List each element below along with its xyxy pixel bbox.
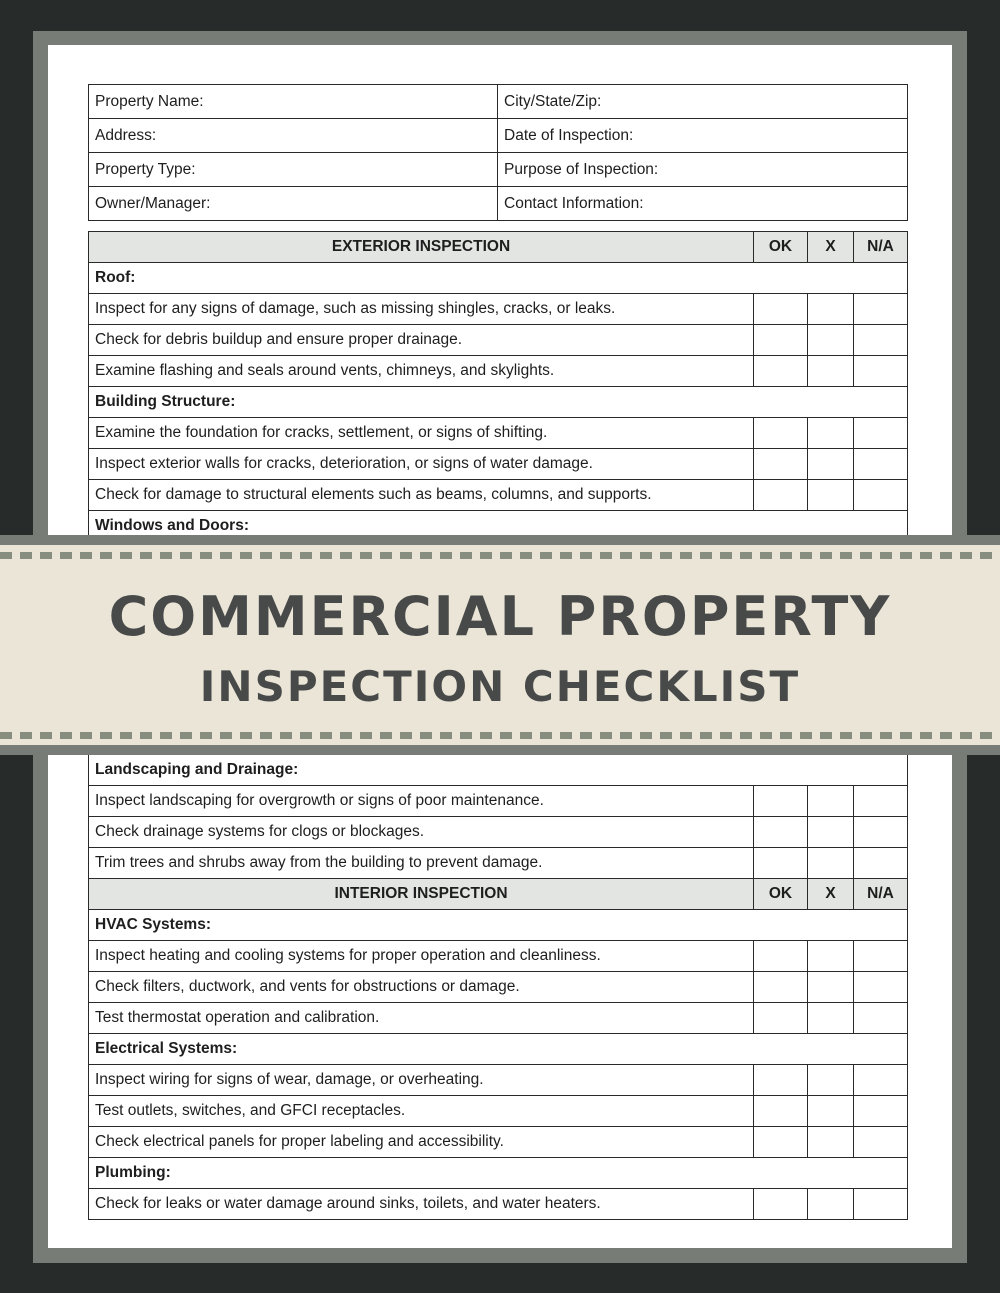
title-banner — [0, 535, 1000, 755]
x-checkbox[interactable] — [808, 1189, 854, 1220]
purpose-of-inspection-field[interactable]: Purpose of Inspection: — [498, 153, 908, 187]
ok-checkbox[interactable] — [754, 480, 808, 511]
checklist-row — [89, 1127, 908, 1158]
na-checkbox[interactable] — [854, 848, 908, 879]
checklist-row — [89, 972, 908, 1003]
na-checkbox[interactable] — [854, 941, 908, 972]
ok-checkbox[interactable] — [754, 941, 808, 972]
ok-checkbox[interactable] — [754, 1003, 808, 1034]
x-checkbox[interactable] — [808, 356, 854, 387]
x-checkbox[interactable] — [808, 1003, 854, 1034]
ok-checkbox[interactable] — [754, 418, 808, 449]
item-text: Inspect for any signs of damage, such as missing shingles, cracks, or leaks. — [89, 294, 754, 325]
checklist-row — [89, 786, 908, 817]
category-building-structure: Building Structure: — [89, 387, 908, 418]
x-checkbox[interactable] — [808, 1065, 854, 1096]
x-checkbox[interactable] — [808, 848, 854, 879]
checklist-row — [89, 1065, 908, 1096]
checklist-row — [89, 480, 908, 511]
category-electrical: Electrical Systems: — [89, 1034, 908, 1065]
checklist-row — [89, 1189, 908, 1220]
checklist-row — [89, 817, 908, 848]
checklist-row — [89, 356, 908, 387]
checklist-row — [89, 1096, 908, 1127]
na-checkbox[interactable] — [854, 1096, 908, 1127]
ok-checkbox[interactable] — [754, 294, 808, 325]
exterior-interior-table — [88, 755, 908, 1220]
banner-title-line1: COMMERCIAL PROPERTY — [108, 585, 892, 648]
na-checkbox[interactable] — [854, 1189, 908, 1220]
ok-checkbox[interactable] — [754, 1127, 808, 1158]
item-text: Inspect heating and cooling systems for proper operation and cleanliness. — [89, 941, 754, 972]
exterior-inspection-table — [88, 231, 908, 573]
item-text: Examine the foundation for cracks, settlement, or signs of shifting. — [89, 418, 754, 449]
col-x: X — [808, 879, 854, 910]
na-checkbox[interactable] — [854, 786, 908, 817]
dashed-line-top — [0, 552, 1000, 559]
date-of-inspection-field[interactable]: Date of Inspection: — [498, 119, 908, 153]
item-text: Check for damage to structural elements such as beams, columns, and supports. — [89, 480, 754, 511]
category-roof: Roof: — [89, 263, 908, 294]
item-text: Check for leaks or water damage around sinks, toilets, and water heaters. — [89, 1189, 754, 1220]
item-text: Trim trees and shrubs away from the building to prevent damage. — [89, 848, 754, 879]
na-checkbox[interactable] — [854, 1127, 908, 1158]
checklist-row — [89, 418, 908, 449]
property-name-field[interactable]: Property Name: — [89, 85, 498, 119]
ok-checkbox[interactable] — [754, 325, 808, 356]
city-state-zip-field[interactable]: City/State/Zip: — [498, 85, 908, 119]
ok-checkbox[interactable] — [754, 1065, 808, 1096]
contact-information-field[interactable]: Contact Information: — [498, 187, 908, 221]
item-text: Inspect landscaping for overgrowth or signs of poor maintenance. — [89, 786, 754, 817]
na-checkbox[interactable] — [854, 418, 908, 449]
x-checkbox[interactable] — [808, 418, 854, 449]
na-checkbox[interactable] — [854, 325, 908, 356]
x-checkbox[interactable] — [808, 817, 854, 848]
checklist-row — [89, 294, 908, 325]
col-x: X — [808, 232, 854, 263]
item-text: Check electrical panels for proper labeling and accessibility. — [89, 1127, 754, 1158]
na-checkbox[interactable] — [854, 1003, 908, 1034]
na-checkbox[interactable] — [854, 294, 908, 325]
item-text: Inspect wiring for signs of wear, damage, or overheating. — [89, 1065, 754, 1096]
col-ok: OK — [754, 879, 808, 910]
address-field[interactable]: Address: — [89, 119, 498, 153]
checklist-row — [89, 848, 908, 879]
ok-checkbox[interactable] — [754, 1189, 808, 1220]
col-ok: OK — [754, 232, 808, 263]
x-checkbox[interactable] — [808, 786, 854, 817]
item-text: Check filters, ductwork, and vents for obstructions or damage. — [89, 972, 754, 1003]
checklist-row — [89, 1003, 908, 1034]
owner-manager-field[interactable]: Owner/Manager: — [89, 187, 498, 221]
ok-checkbox[interactable] — [754, 449, 808, 480]
item-text: Test thermostat operation and calibration. — [89, 1003, 754, 1034]
property-info-table — [88, 84, 908, 221]
category-plumbing: Plumbing: — [89, 1158, 908, 1189]
na-checkbox[interactable] — [854, 356, 908, 387]
item-text: Check drainage systems for clogs or blockages. — [89, 817, 754, 848]
category-landscaping-drainage: Landscaping and Drainage: — [89, 755, 908, 786]
x-checkbox[interactable] — [808, 449, 854, 480]
checklist-row — [89, 325, 908, 356]
category-hvac: HVAC Systems: — [89, 910, 908, 941]
x-checkbox[interactable] — [808, 941, 854, 972]
item-text: Check for debris buildup and ensure proper drainage. — [89, 325, 754, 356]
banner-title-line2: INSPECTION CHECKLIST — [199, 662, 801, 711]
banner-body — [0, 545, 1000, 745]
x-checkbox[interactable] — [808, 972, 854, 1003]
x-checkbox[interactable] — [808, 1127, 854, 1158]
item-text: Test outlets, switches, and GFCI receptacles. — [89, 1096, 754, 1127]
ok-checkbox[interactable] — [754, 786, 808, 817]
ok-checkbox[interactable] — [754, 356, 808, 387]
x-checkbox[interactable] — [808, 294, 854, 325]
na-checkbox[interactable] — [854, 449, 908, 480]
col-na: N/A — [854, 232, 908, 263]
ok-checkbox[interactable] — [754, 848, 808, 879]
x-checkbox[interactable] — [808, 325, 854, 356]
na-checkbox[interactable] — [854, 817, 908, 848]
property-type-field[interactable]: Property Type: — [89, 153, 498, 187]
ok-checkbox[interactable] — [754, 1096, 808, 1127]
checklist-row — [89, 449, 908, 480]
na-checkbox[interactable] — [854, 1065, 908, 1096]
checklist-row — [89, 941, 908, 972]
section-header-exterior: EXTERIOR INSPECTION — [89, 232, 754, 263]
na-checkbox[interactable] — [854, 480, 908, 511]
ok-checkbox[interactable] — [754, 972, 808, 1003]
category-windows-doors: Windows and Doors: — [89, 511, 908, 542]
dashed-line-bottom — [0, 732, 1000, 739]
section-header-interior: INTERIOR INSPECTION — [89, 879, 754, 910]
item-text: Examine flashing and seals around vents, chimneys, and skylights. — [89, 356, 754, 387]
na-checkbox[interactable] — [854, 972, 908, 1003]
x-checkbox[interactable] — [808, 480, 854, 511]
x-checkbox[interactable] — [808, 1096, 854, 1127]
col-na: N/A — [854, 879, 908, 910]
item-text: Inspect exterior walls for cracks, deterioration, or signs of water damage. — [89, 449, 754, 480]
ok-checkbox[interactable] — [754, 817, 808, 848]
